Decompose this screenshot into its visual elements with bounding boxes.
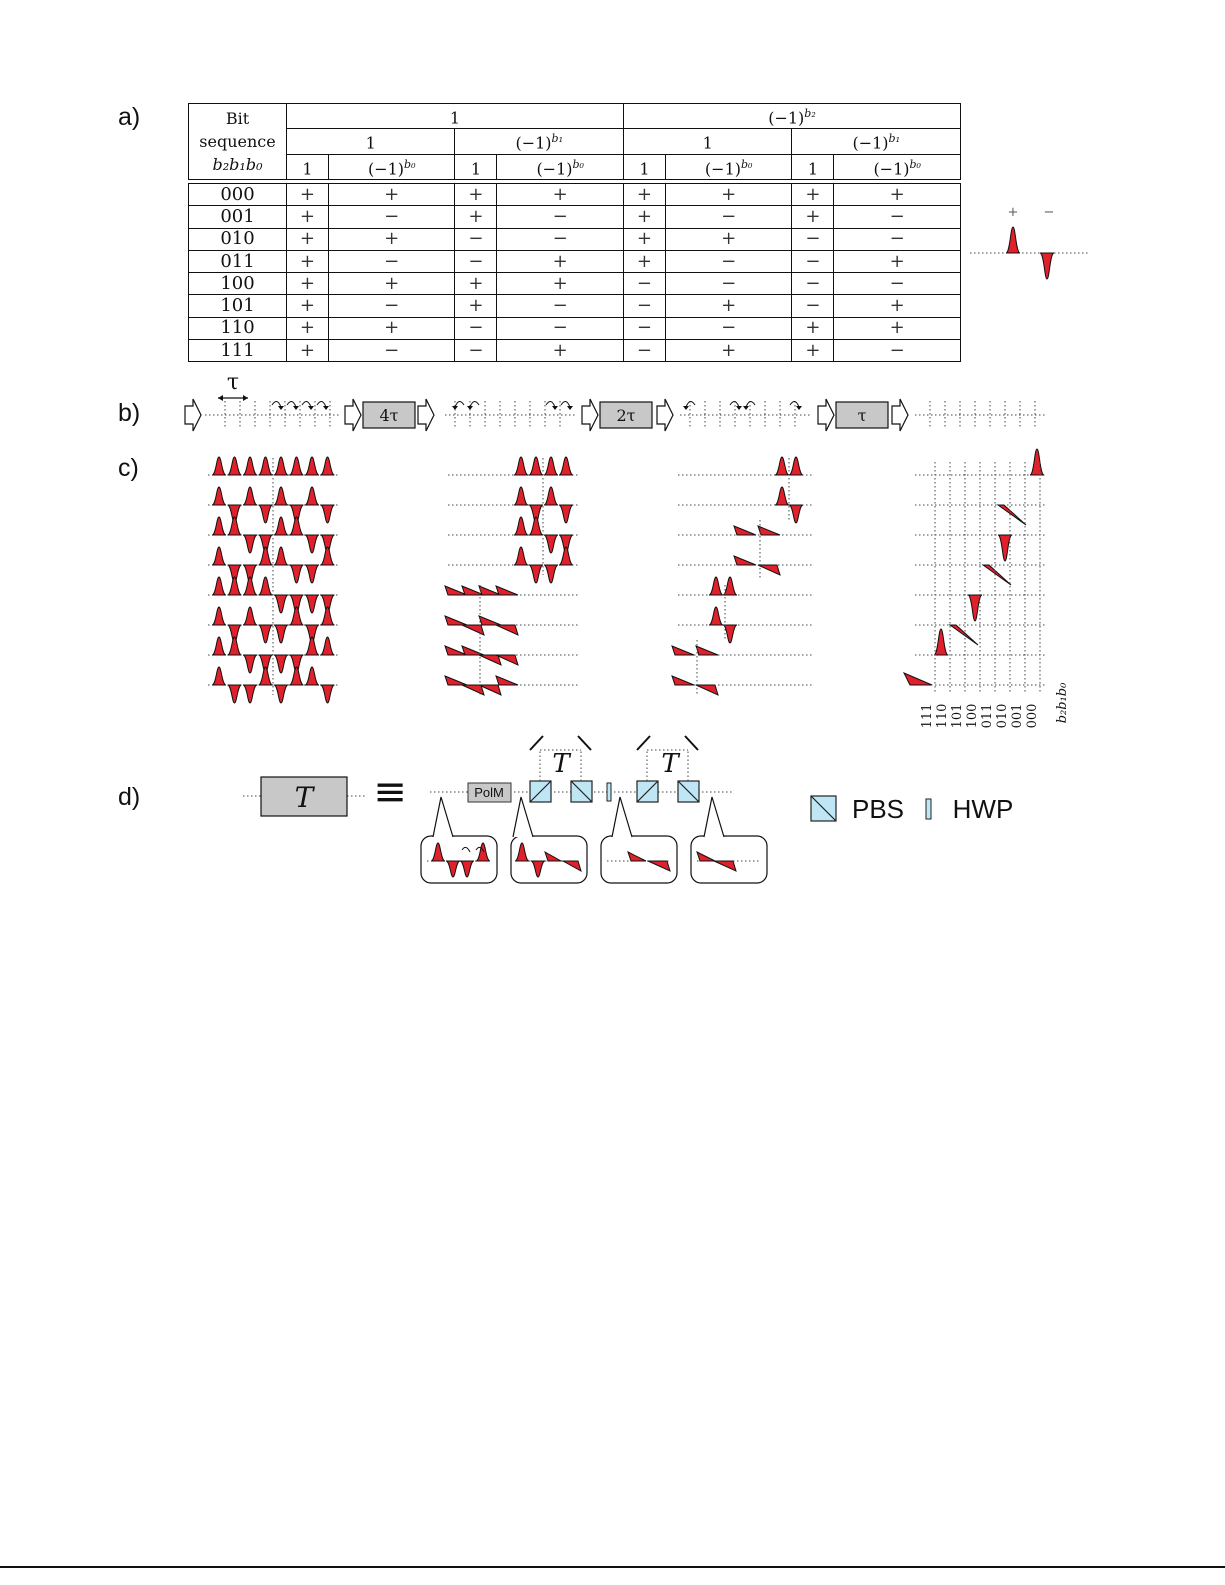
tilted-pulse [983,565,1011,585]
sign-cell: + [455,273,497,295]
level3-header: $(-1)^{b_0}$ [834,154,961,179]
sequence-cell: 101 [189,295,287,317]
tilted-pulse-negative [462,685,484,695]
legend-plus-sign: + [1007,205,1019,220]
shift-arrowhead [736,406,742,410]
tau-label: τ [226,370,240,395]
level3-header: $(-1)^{b_0}$ [497,154,624,179]
sign-cell: + [834,250,961,272]
sign-cell: − [792,295,834,317]
sign-cell: + [287,250,329,272]
pulse-negative [305,535,319,553]
pulse-positive [321,547,335,565]
pulse-positive [559,457,573,475]
sign-cell: + [287,273,329,295]
pulse-positive [709,607,723,625]
sign-cell: + [455,206,497,228]
tilted-pulse-positive [445,676,467,685]
callout-pointer [433,797,453,837]
sequence-cell: 001 [189,206,287,228]
sign-cell: + [328,183,455,205]
pulse-positive [228,517,242,535]
pulse-positive [243,457,257,475]
pulse-negative [274,655,288,673]
pulse-negative [789,505,803,523]
equivalence-sign: ≡ [373,769,407,815]
sign-cell: + [497,340,624,362]
pulse-positive [212,607,226,625]
sign-cell: + [497,183,624,205]
sign-cell: − [328,295,455,317]
sign-cell: + [792,340,834,362]
sequence-cell: 110 [189,317,287,339]
pulse-positive [514,487,528,505]
hollow-arrow-icon [892,399,908,431]
sign-cell: + [287,206,329,228]
tilted-pulse-positive [462,646,484,655]
axis-title: b₂b₁b₀ [1055,682,1070,724]
legend-minus-sign: − [1043,205,1055,220]
panel-label-c: c) [118,454,139,482]
hwp-legend-icon [926,799,931,819]
pulse-positive [305,487,319,505]
sign-cell: − [497,295,624,317]
sign-cell: + [328,228,455,250]
tilted-pulse-positive [758,526,780,535]
hollow-arrow-icon [185,399,201,431]
hollow-arrow-icon [657,399,673,431]
tilted-pulse-positive [496,676,518,685]
pulse-positive [321,637,335,655]
pulse-positive [243,577,257,595]
shift-arrowhead [796,406,802,410]
sign-cell: − [623,273,665,295]
pulse-positive [775,457,789,475]
sign-cell: + [455,295,497,317]
pulse-positive [290,457,304,475]
sign-cell: − [665,317,792,339]
sign-cell: + [665,340,792,362]
sign-cell: − [497,317,624,339]
pulse-positive [934,629,948,655]
callout-pointer [513,797,533,837]
sign-cell: + [792,206,834,228]
level3-header: 1 [455,154,497,179]
corner-line: sequence [199,131,276,151]
sign-cell: + [834,317,961,339]
sign-cell: + [287,295,329,317]
pulse-positive [212,637,226,655]
delay-T-label: T [294,781,314,814]
pulse-positive [514,547,528,565]
tilted-pulse-positive [672,646,694,655]
sign-cell: + [623,183,665,205]
sign-cell: + [287,340,329,362]
polm-label: PolM [474,785,504,800]
mirror [578,736,591,750]
pulse-negative [274,595,288,613]
pulse-positive [259,667,273,685]
sign-cell: − [792,250,834,272]
tilted-pulse-positive [734,526,756,535]
sign-cell: − [497,228,624,250]
pulse-positive [305,667,319,685]
level2-header: 1 [287,129,455,154]
level3-header: $(-1)^{b_0}$ [328,154,455,179]
pulse-positive [775,487,789,505]
sign-cell: + [287,228,329,250]
sequence-cell: 100 [189,273,287,295]
tilted-pulse-positive [479,616,501,625]
sign-cell: − [665,273,792,295]
tilted-pulse [998,505,1026,525]
delay-line-label: T [552,749,570,779]
sign-cell: − [328,250,455,272]
half-wave-plate [607,783,611,801]
sign-cell: − [455,340,497,362]
sign-cell: − [792,228,834,250]
level2-header: $(-1)^{b_1}$ [455,129,623,154]
corner-line: Bit [225,108,250,128]
sign-cell: − [328,206,455,228]
shift-arrowhead [278,406,284,410]
pulse-negative [321,685,335,703]
sign-cell: − [665,250,792,272]
sign-cell: − [623,317,665,339]
sign-cell: − [834,273,961,295]
sign-cell: − [623,295,665,317]
sign-cell: + [287,317,329,339]
pulse-negative [243,655,257,673]
pbs-legend-label: PBS [851,794,905,824]
sign-cell: − [834,340,961,362]
delay-box-2tau-label: 2τ [616,406,636,425]
level1-header: 1 [287,104,624,129]
sign-cell: − [834,206,961,228]
sign-cell: − [623,340,665,362]
pulse-negative [259,505,273,523]
sequence-cell: 011 [189,250,287,272]
pulse-negative [321,505,335,523]
pulse-negative [559,505,573,523]
shift-arrowhead [293,406,299,410]
hollow-arrow-icon [345,399,361,431]
sign-cell: + [455,183,497,205]
shift-arrowhead [552,406,558,410]
pulse-positive [259,457,273,475]
sign-cell: + [665,228,792,250]
pulse-positive [290,607,304,625]
shift-arrowhead [308,406,314,410]
sign-cell: + [328,317,455,339]
sign-cell: + [623,206,665,228]
pulse-positive [212,517,226,535]
pulse-positive [709,577,723,595]
sign-cell: − [665,206,792,228]
pulse-positive [274,487,288,505]
pulse-positive [228,457,242,475]
shift-arrowhead [567,406,573,410]
pulse-positive [321,457,335,475]
pulse-negative [243,685,257,703]
pulse-positive [259,547,273,565]
pulse-positive [212,457,226,475]
panel-label-a: a) [118,103,141,131]
axis-code-label: 101 [950,703,965,729]
tilted-pulse-negative [758,565,780,575]
sign-cell: − [455,317,497,339]
sequence-cell: 000 [189,183,287,205]
sign-cell: − [455,228,497,250]
tilted-pulse-negative [496,625,518,635]
sign-cell: + [623,228,665,250]
pulse-positive [529,457,543,475]
callout-pointer [612,797,632,837]
sign-cell: + [665,183,792,205]
pulse-positive [228,577,242,595]
pulse-negative [529,565,543,583]
axis-code-label: 011 [980,703,995,729]
sign-cell: + [665,295,792,317]
pulse-positive [305,457,319,475]
sign-cell: + [623,250,665,272]
mirror [637,736,650,750]
axis-code-label: 111 [920,703,935,729]
tilted-pulse-negative [479,655,501,665]
hollow-arrow-icon [582,399,598,431]
sequence-cell: 111 [189,340,287,362]
tilted-pulse-positive [672,676,694,685]
sign-cell: + [497,273,624,295]
pulse-positive [544,487,558,505]
pulse-positive [274,457,288,475]
panel-label-d: d) [118,783,141,811]
pulse-positive [789,457,803,475]
axis-code-label: 010 [995,703,1010,729]
mirror [685,736,698,750]
sign-cell: − [792,273,834,295]
hollow-arrow-icon [818,399,834,431]
mirror [530,736,543,750]
pulse-positive [212,547,226,565]
pulse-positive [544,457,558,475]
pulse-positive [228,637,242,655]
hollow-arrow-icon [418,399,434,431]
sign-cell: + [834,183,961,205]
level3-header: 1 [623,154,665,179]
tilted-pulse [904,673,932,685]
sign-cell: + [834,295,961,317]
level3-header: 1 [792,154,834,179]
pulse-positive [1030,449,1044,475]
sign-cell: + [792,183,834,205]
shift-arrowhead [452,406,458,410]
pulse-positive [321,607,335,625]
sign-cell: − [455,250,497,272]
shift-arrowhead [467,406,473,410]
sign-cell: − [497,206,624,228]
axis-code-label: 000 [1025,703,1040,729]
pulse-positive [290,517,304,535]
tilted-pulse [950,625,978,645]
pulse-negative [259,625,273,643]
pulse-negative [305,595,319,613]
pulse-positive [514,517,528,535]
pulse-positive [259,577,273,595]
panel-label-b: b) [118,399,141,427]
sign-cell: + [792,317,834,339]
tilted-pulse-positive [496,586,518,595]
pulse-negative [243,535,257,553]
hwp-legend-label: HWP [952,794,1014,824]
pulse-negative [228,685,242,703]
level3-header: 1 [287,154,329,179]
sign-cell: − [328,340,455,362]
tilted-pulse-negative [696,685,718,695]
pulse-negative [544,565,558,583]
pulse-positive [514,457,528,475]
corner-line: b₂b₁b₀ [212,154,263,174]
axis-code-label: 100 [965,703,980,729]
pulse-positive [212,577,226,595]
pulse-positive [529,517,543,535]
pulse-negative [305,565,319,583]
level2-header: 1 [623,129,791,154]
pulse-negative [1040,253,1054,279]
tilted-pulse-positive [734,556,756,565]
sign-cell: + [328,273,455,295]
tilted-pulse-negative [462,625,484,635]
delay-line-label: T [661,749,679,779]
sign-cell: + [287,183,329,205]
sequence-cell: 010 [189,228,287,250]
pulse-positive [305,637,319,655]
pulse-positive [212,487,226,505]
pulse-positive [559,547,573,565]
delay-box-4tau-label: 4τ [379,406,399,425]
pulse-negative [544,535,558,553]
sign-cell: + [497,250,624,272]
shift-arrowhead [683,406,689,410]
axis-code-label: 110 [935,703,950,729]
tilted-pulse-positive [696,646,718,655]
shift-arrowhead [743,406,749,410]
pulse-negative [274,685,288,703]
pulse-positive [243,487,257,505]
axis-code-label: 001 [1010,703,1025,729]
pulse-positive [212,667,226,685]
pulse-negative [290,565,304,583]
pulse-positive [243,607,257,625]
level2-header: $(-1)^{b_1}$ [792,129,961,154]
pulse-positive [290,667,304,685]
sign-cell: − [834,228,961,250]
tilted-pulse-positive [445,616,467,625]
pulse-negative [274,625,288,643]
level3-header: $(-1)^{b_0}$ [665,154,792,179]
pulse-positive [274,547,288,565]
level1-header: $(-1)^{b_2}$ [623,104,960,129]
pulse-positive [1006,227,1020,253]
shift-arrowhead [323,406,329,410]
callout-pointer [704,797,724,837]
pulse-positive [274,517,288,535]
delay-box-tau-label: τ [857,406,867,425]
